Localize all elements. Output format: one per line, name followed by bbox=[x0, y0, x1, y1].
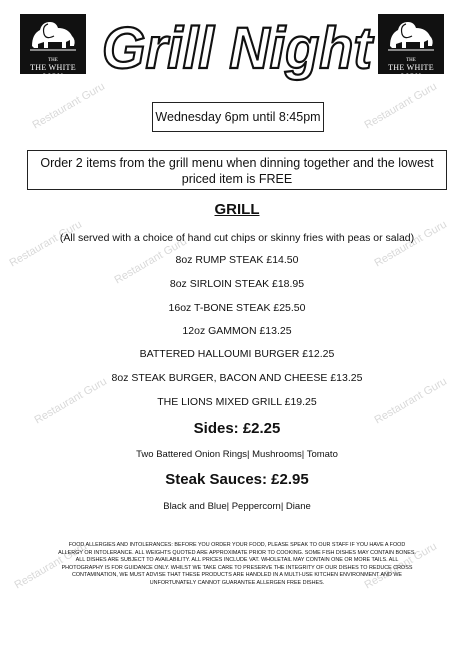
lion-icon bbox=[26, 16, 80, 56]
white-lion-logo-left bbox=[20, 14, 86, 81]
sides-heading: Sides: £2.25 bbox=[193, 420, 281, 437]
watermark: Restaurant Guru bbox=[32, 375, 109, 427]
sides-items: Two Battered Onion Rings| Mushrooms| Tomato bbox=[136, 449, 338, 460]
watermark: Restaurant Guru bbox=[372, 218, 449, 270]
menu-item: BATTERED HALLOUMI BURGER £12.25 bbox=[139, 348, 335, 360]
watermark: Restaurant Guru bbox=[372, 375, 449, 427]
grill-note: (All served with a choice of hand cut chips or skinny fries with peas or salad) bbox=[59, 232, 415, 244]
logo-name: THE WHITE LION bbox=[388, 63, 434, 81]
hours-text: Wednesday 6pm until 8:45pm bbox=[155, 110, 321, 124]
logo-the: THE bbox=[48, 58, 58, 63]
lion-icon bbox=[384, 16, 438, 56]
sauces-items: Black and Blue| Peppercorn| Diane bbox=[163, 501, 311, 512]
logo-name: THE WHITE LION bbox=[30, 63, 76, 81]
watermark: Restaurant Guru bbox=[362, 80, 439, 132]
menu-item: 16oz T-BONE STEAK £25.50 bbox=[168, 302, 306, 314]
watermark: Restaurant Guru bbox=[112, 235, 189, 287]
page-title bbox=[98, 12, 376, 82]
watermark: Restaurant Guru bbox=[362, 540, 439, 592]
watermark: Restaurant Guru bbox=[12, 540, 89, 592]
menu-item: THE LIONS MIXED GRILL £19.25 bbox=[157, 396, 317, 408]
logo-the: THE bbox=[406, 58, 416, 63]
sauces-heading: Steak Sauces: £2.95 bbox=[165, 471, 309, 488]
menu-item: 8oz SIRLOIN STEAK £18.95 bbox=[169, 278, 305, 290]
grill-heading: GRILL bbox=[214, 201, 260, 218]
watermark: Restaurant Guru bbox=[30, 80, 107, 132]
title-text: Grill Night bbox=[102, 16, 375, 81]
menu-item: 8oz RUMP STEAK £14.50 bbox=[175, 254, 299, 266]
menu-item: 8oz STEAK BURGER, BACON AND CHEESE £13.25 bbox=[111, 372, 363, 384]
offer-box bbox=[27, 150, 447, 190]
offer-text: Order 2 items from the grill menu when dinning together and the lowest priced item is FREE bbox=[40, 156, 434, 186]
hours-box bbox=[152, 102, 324, 132]
menu-item: 12oz GAMMON £13.25 bbox=[182, 325, 292, 337]
allergy-disclaimer: FOOD ALLERGIES AND INTOLERANCES: BEFORE YOU ORDER YOUR FOOD, PLEASE SPEAK TO OUR STAFF IF YOU HAVE A FOOD ALLERGY OR INTOLERANCE. ALL WEIGHTS QUOTED ARE APPROXIMATE PRIOR TO COOKING. SOME FISH DISHES MAY CONTAIN BONES. ALL DISHES ARE SUBJECT TO AVAILABILITY. ALL PRICES INCLUDE VAT. WHOLETAIL MAY CONTAIN ONE OR MORE TAILS. ALL PHOTOGRAPHY IS FOR GUIDANCE ONLY. WHILST WE TAKE CARE TO PRESERVE THE INTEGRITY OF OUR DISHES TO REDUCE CROSS CONTAMINATION, WE MUST ADVISE THAT THESE PRODUCTS ARE HANDLED IN A MULTI-USE KITCHEN ENVIRONMENT AND WE UNFORTUNATELY CANNOT GUARANTEE ALLERGEN FREE DISHES. bbox=[58, 542, 416, 586]
watermark: Restaurant Guru bbox=[7, 218, 84, 270]
white-lion-logo-right bbox=[378, 14, 444, 81]
